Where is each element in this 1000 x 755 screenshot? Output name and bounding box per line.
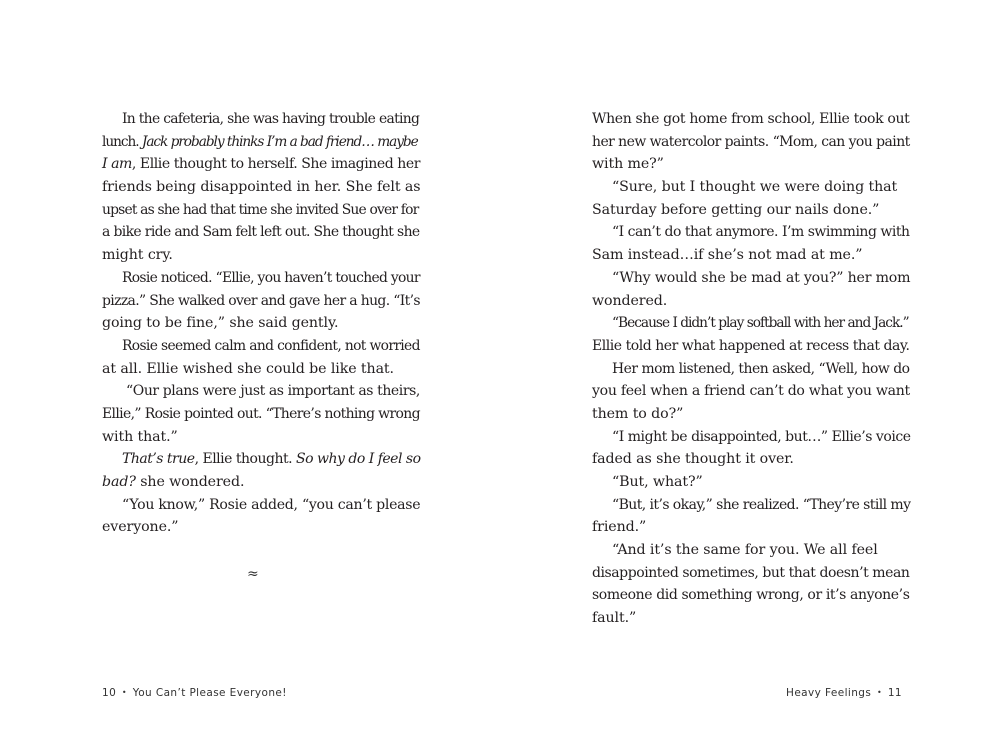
page-number: 10 xyxy=(102,687,117,699)
text-line: “But, what?” xyxy=(612,474,703,490)
text-line: someone did something wrong, or it’s anyone’s xyxy=(592,587,910,604)
text-line: bad? she wondered. xyxy=(102,474,245,490)
text-line: with that.” xyxy=(102,428,178,445)
text-line: going to be fine,” she said gently. xyxy=(102,315,339,332)
italic-thought: bad? xyxy=(102,474,136,490)
italic-thought: That’s true xyxy=(122,451,195,468)
text-line: might cry. xyxy=(102,247,173,264)
text-line: with me?” xyxy=(592,156,664,173)
text-line: Ellie told her what happened at recess that day. xyxy=(592,337,910,354)
text-line: faded as she thought it over. xyxy=(592,451,794,468)
text-line: disappointed sometimes, but that doesn’t mean xyxy=(592,564,910,581)
left-page-footer xyxy=(102,687,287,699)
footer-bullet: • xyxy=(121,688,128,697)
text-line: “Because I didn’t play softball with her and Jack.” xyxy=(612,315,909,332)
text-line: fault.” xyxy=(592,610,637,627)
page-number: 11 xyxy=(887,687,902,699)
running-title: You Can’t Please Everyone! xyxy=(132,687,287,699)
text-line: “I can’t do that anymore. I’m swimming with xyxy=(612,224,910,241)
italic-thought: I am xyxy=(102,156,132,173)
text-line: “Our plans were just as important as theirs, xyxy=(126,383,420,400)
text-line: That’s true, Ellie thought. So why do I feel so xyxy=(122,451,421,468)
text-line: I am, Ellie thought to herself. She imagined her xyxy=(102,156,420,173)
text-line: “And it’s the same for you. We all feel xyxy=(612,542,878,559)
right-page xyxy=(500,0,1000,755)
text-line: Ellie,” Rosie pointed out. “There’s nothing wrong xyxy=(102,405,420,422)
text-line: Rosie seemed calm and confident, not worried xyxy=(122,337,420,354)
text-line: “Sure, but I thought we were doing that xyxy=(612,179,898,196)
section-break-ornament: ≈ xyxy=(247,566,259,582)
text-line: Rosie noticed. “Ellie, you haven’t touched your xyxy=(122,269,420,286)
text-line: a bike ride and Sam felt left out. She thought she xyxy=(102,224,420,241)
text-line: at all. Ellie wished she could be like that. xyxy=(102,360,394,377)
text-line: “You know,” Rosie added, “you can’t please xyxy=(122,496,421,513)
footer-bullet: • xyxy=(876,688,883,697)
left-page-text xyxy=(102,108,420,539)
text-line: them to do?” xyxy=(592,405,684,422)
text-line: Saturday before getting our nails done.” xyxy=(592,201,880,218)
text-line: When she got home from school, Ellie took out xyxy=(592,111,910,127)
running-title: Heavy Feelings xyxy=(786,687,872,699)
text-line: Sam instead…if she’s not mad at me.” xyxy=(592,247,863,264)
text-line: “But, it’s okay,” she realized. “They’re still my xyxy=(612,496,911,513)
text-line: everyone.” xyxy=(102,519,179,536)
italic-thought: Jack probably thinks I’m a bad friend… maybe xyxy=(141,133,418,150)
text-line: “Why would she be mad at you?” her mom xyxy=(612,269,911,286)
italic-thought: So why do I feel so xyxy=(296,451,421,468)
text-line: Her mom listened, then asked, “Well, how do xyxy=(612,360,910,377)
text-line: her new watercolor paints. “Mom, can you paint xyxy=(592,133,910,150)
text-line: pizza.” She walked over and gave her a hug. “It’s xyxy=(102,292,420,309)
text-line: you feel when a friend can’t do what you want xyxy=(592,383,910,400)
text-line: wondered. xyxy=(592,292,668,309)
text-line: upset as she had that time she invited Sue over for xyxy=(102,201,419,218)
text-line: friend.” xyxy=(592,519,647,536)
text-line: lunch. Jack probably thinks I’m a bad friend… maybe xyxy=(102,133,418,150)
text-line: “I might be disappointed, but…” Ellie’s voice xyxy=(612,428,911,445)
text-line: friends being disappointed in her. She felt as xyxy=(102,179,421,196)
right-page-text xyxy=(592,108,910,630)
text-line: In the cafeteria, she was having trouble eating xyxy=(122,111,420,127)
right-page-footer xyxy=(786,687,902,699)
